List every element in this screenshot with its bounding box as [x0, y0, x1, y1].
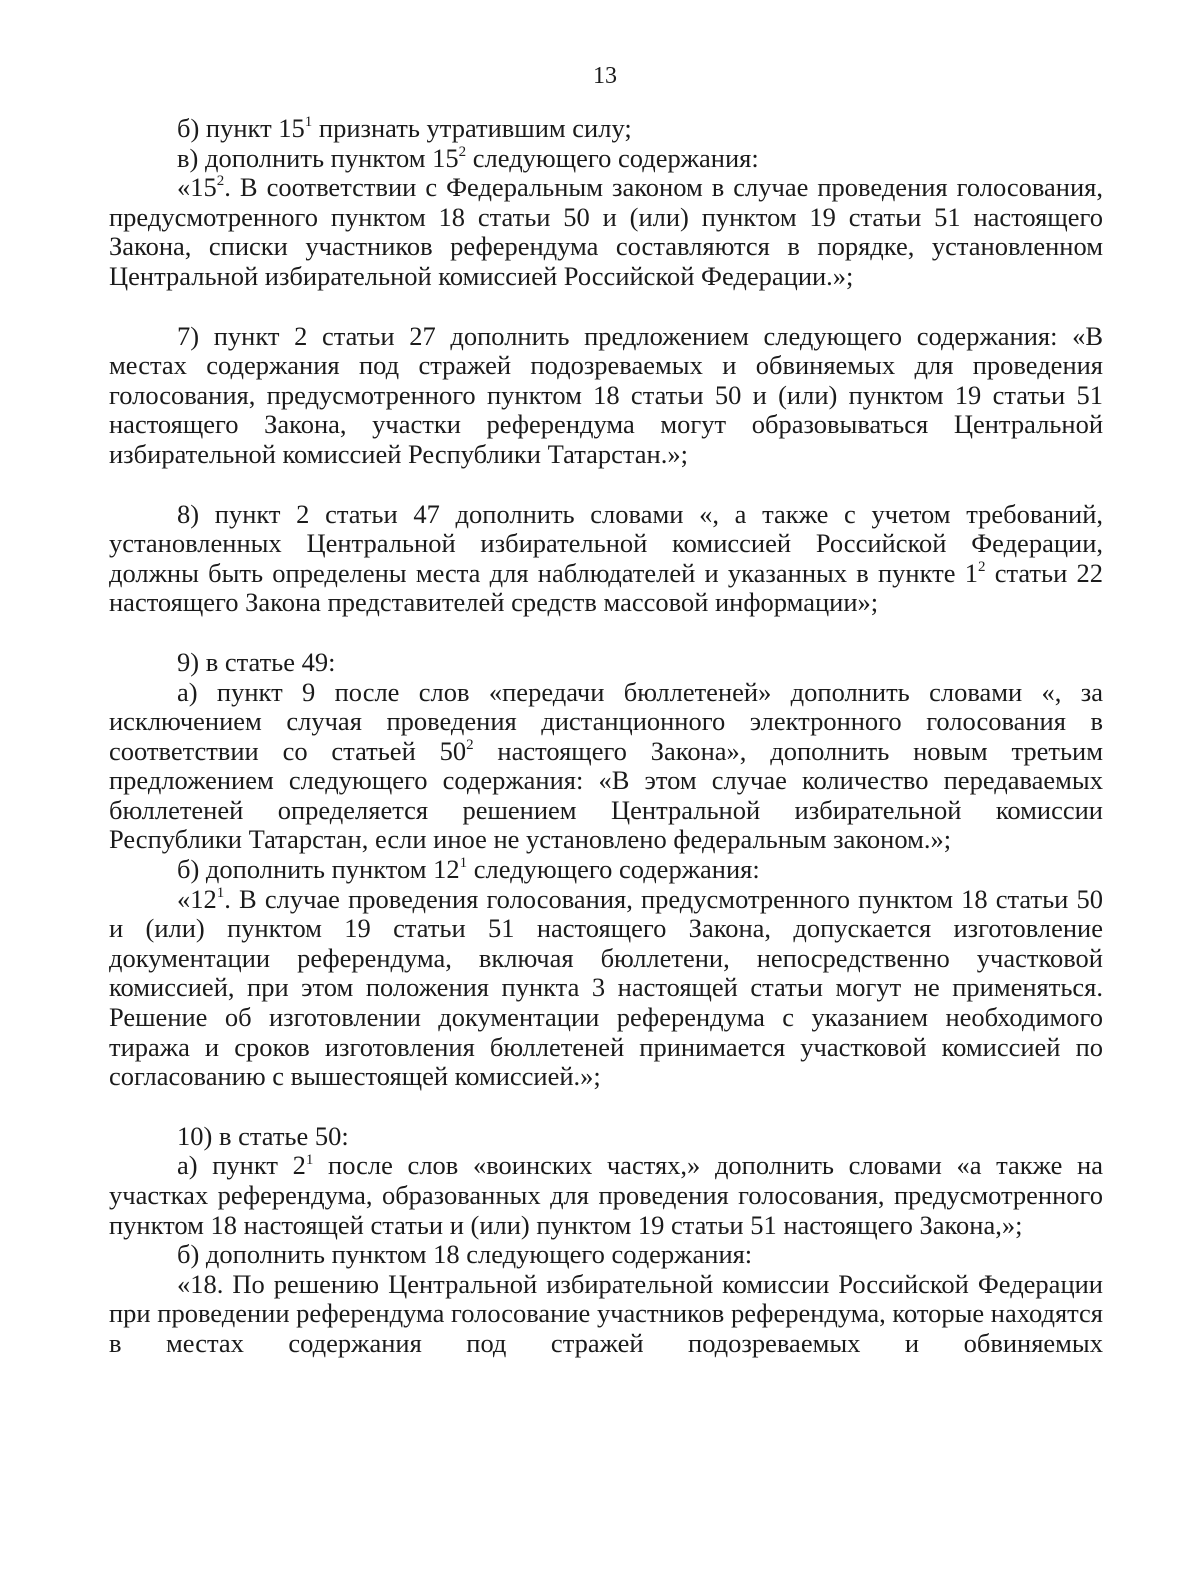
superscript: 1 [459, 855, 468, 872]
paragraph [109, 1151, 1103, 1240]
paragraph [109, 1240, 1103, 1270]
page-number: 13 [593, 63, 617, 89]
paragraph-text: 7) пункт 2 статьи 27 дополнить предложением следующего содержания: «В местах содержания под стражей подозреваемых и обвиняемых для проведения голосования, предусмотренного пунктом 18 статьи 50 и (или) пунктом 19 статьи 51 настоящего Закона, участки референдума могут образовываться Центральной избирательной комиссией Республики Татарстан.»; [109, 320, 1103, 469]
superscript: 1 [305, 1151, 314, 1168]
paragraph [109, 114, 1103, 144]
paragraph-text: настоящего Закона», дополнить новым третьим предложением следующего содержания: «В этом случае количество передаваемых бюллетеней определяется решением Центральной избирательной комиссии Республики Татарстан, если иное не установлено федеральным законом.»; [109, 735, 1103, 855]
paragraph-text: следующего содержания: [466, 142, 759, 173]
paragraph [109, 173, 1103, 291]
paragraph-text: после слов «воинских частях,» дополнить словами «а также на участках референдума, образованных для проведения голосования, предусмотренного пунктом 18 настоящей статьи и (или) пунктом 19 статьи 51 настоящего Закона,»; [109, 1150, 1103, 1240]
paragraph-text: «12 [177, 883, 217, 914]
paragraph-text: б) пункт 15 [177, 113, 305, 143]
superscript: 2 [458, 143, 467, 160]
superscript: 2 [216, 173, 225, 190]
superscript: 1 [304, 114, 313, 131]
paragraph-text: а) пункт 2 [177, 1150, 306, 1181]
paragraph-text: в) дополнить пунктом 15 [177, 142, 459, 173]
paragraph [109, 648, 1103, 678]
paragraph-spacer [109, 292, 1103, 322]
paragraph [109, 1270, 1103, 1359]
paragraph-spacer [109, 618, 1103, 648]
paragraph-text: 8) пункт 2 статьи 47 дополнить словами «, а также с учетом требований, установленных Центральной избирательной комиссией Российской Федерации, должны быть определены места для наблюдателей и указанных в пункте 1 [109, 498, 1103, 588]
paragraph [109, 322, 1103, 470]
superscript: 2 [466, 736, 474, 753]
document-body [109, 114, 1103, 1359]
paragraph [109, 885, 1103, 1092]
paragraph [109, 500, 1103, 618]
paragraph [109, 1122, 1103, 1152]
superscript: 2 [977, 558, 986, 575]
paragraph-spacer [109, 470, 1103, 500]
paragraph [109, 855, 1103, 885]
paragraph-text: . В соответствии с Федеральным законом в случае проведения голосования, предусмотренного пунктом 18 статьи 50 и (или) пунктом 19 статьи 51 настоящего Закона, списки участников референдума составляются в порядке, установленном Центральной избирательной комиссией Российской Федерации.»; [109, 172, 1103, 291]
paragraph-text: а) пункт 9 после слов «передачи бюллетеней» дополнить словами «, за исключением случая проведения дистанционного электронного голосования в соответствии со статьей 50 [109, 676, 1103, 766]
paragraph-text: статьи 22 настоящего Закона представителей средств массовой информации»; [109, 557, 1103, 618]
paragraph-spacer [109, 1092, 1103, 1122]
paragraph-text: 10) в статье 50: [177, 1120, 349, 1151]
paragraph-text: б) дополнить пунктом 12 [177, 854, 460, 885]
paragraph-text: . В случае проведения голосования, предусмотренного пунктом 18 статьи 50 и (или) пунктом 19 статьи 51 настоящего Закона, допускается изготовление документации референдума, включая бюллетени, непосредственно участковой комиссией, при этом положения пункта 3 настоящей статьи могут не применяться. Решение об изготовлении документации референдума с указанием необходимого тиража и сроков изготовления бюллетеней принимается участковой комиссией по согласованию с вышестоящей комиссией.»; [109, 883, 1103, 1092]
paragraph [109, 678, 1103, 856]
paragraph-text: б) дополнить пунктом 18 следующего содержания: [177, 1239, 753, 1270]
paragraph-text: признать утратившим силу; [312, 113, 632, 143]
paragraph-text: 9) в статье 49: [177, 646, 336, 677]
superscript: 1 [216, 884, 225, 901]
paragraph-text: «18. По решению Центральной избирательной комиссии Российской Федерации при проведении референдума голосование участников референдума, которые находятся в местах содержания под стражей подозреваемых и обвиняемых [109, 1268, 1103, 1358]
paragraph-text: «15 [177, 172, 217, 203]
paragraph-text: следующего содержания: [467, 854, 760, 885]
paragraph [109, 144, 1103, 174]
